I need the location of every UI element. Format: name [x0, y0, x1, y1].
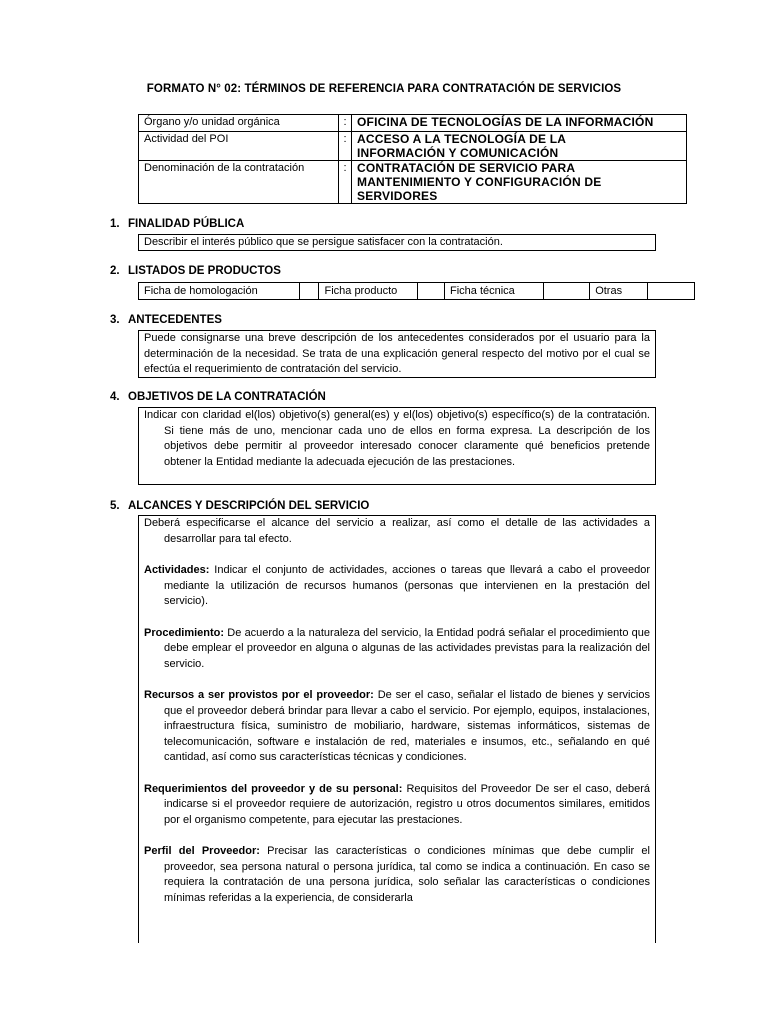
alcances-box [138, 515, 656, 943]
section-number: 1. [110, 218, 120, 230]
header-label: Actividad del POI [139, 132, 339, 161]
finalidad-box [138, 234, 656, 251]
section-heading-productos [110, 265, 281, 277]
products-table [138, 282, 695, 300]
section-title: FINALIDAD PÚBLICA [128, 218, 245, 230]
section-number: 4. [110, 391, 120, 403]
item-label: Procedimiento: [144, 626, 225, 639]
product-check-box [543, 283, 590, 300]
section-number: 2. [110, 265, 120, 277]
antecedentes-text: Puede consignarse una breve descripción de los antecedentes considerados por el usuario para la determinación de la necesidad. Se trata de una explicación general respecto del motivo por el cual se efectúa el requerimiento de contratación del servicio. [144, 332, 650, 375]
section-heading-antecedentes [110, 314, 222, 326]
header-colon: : [339, 161, 352, 204]
header-row-organo [139, 115, 687, 132]
item-text: De ser el caso, señalar el listado de bienes y servicios que el proveedor deberá brindar para llevar a cabo el servicio. Por ejemplo, equipos, instalaciones, infraestructura física, suministro de mobiliario, hardware, sistemas informáticos, sistemas de telecomunicación, software e instalación de red, materiales e insumos, etc., señalando en qué cantidad, así como sus características técnicas y condiciones. [164, 689, 650, 763]
finalidad-text: Describir el interés público que se persigue satisfacer con la contratación. [144, 236, 503, 248]
product-ficha-producto: Ficha producto [319, 283, 418, 300]
product-check-box [418, 283, 445, 300]
section-title: OBJETIVOS DE LA CONTRATACIÓN [128, 391, 326, 403]
header-row-actividad [139, 132, 687, 161]
item-text: Requisitos del Proveedor De ser el caso, deberá indicarse si el proveedor requiere de autorización, registro u otros documentos similares, emitidos por el organismo competente, para ejecutar las prestaciones. [164, 782, 650, 826]
antecedentes-box [138, 330, 656, 378]
header-row-denominacion [139, 161, 687, 204]
section-title: ANTECEDENTES [128, 314, 222, 326]
product-ficha-homologacion: Ficha de homologación [139, 283, 300, 300]
product-check-box [648, 283, 695, 300]
section-heading-objetivos [110, 391, 326, 403]
item-label: Actividades: [144, 564, 210, 576]
section-title: ALCANCES Y DESCRIPCIÓN DEL SERVICIO [128, 500, 370, 512]
document-title: FORMATO N° 02: TÉRMINOS DE REFERENCIA PARA CONTRATACIÓN DE SERVICIOS [146, 83, 622, 95]
header-label: Denominación de la contratación [139, 161, 339, 204]
header-value: CONTRATACIÓN DE SERVICIO PARA MANTENIMIENTO Y CONFIGURACIÓN DE SERVIDORES [352, 161, 687, 204]
alcances-perfil [144, 844, 650, 906]
item-label: Perfil del Proveedor: [144, 845, 260, 857]
alcances-intro: Deberá especificarse el alcance del servicio a realizar, así como el detalle de las actividades a desarrollar para tal efecto. [144, 517, 650, 545]
item-label: Requerimientos del proveedor y de su personal: [144, 782, 403, 795]
header-table [138, 114, 687, 204]
item-text: Indicar el conjunto de actividades, acciones o tareas que llevará a cabo el proveedor mediante la utilización de recursos humanos (personas que intervienen en la prestación del servicio). [164, 564, 650, 607]
section-title: LISTADOS DE PRODUCTOS [128, 265, 281, 277]
section-number: 5. [110, 500, 120, 512]
product-check-box [299, 283, 319, 300]
alcances-recursos [144, 688, 650, 766]
products-row [139, 283, 695, 300]
item-text: Precisar las características o condiciones mínimas que debe cumplir el proveedor, sea persona natural o persona jurídica, tal como se indica a continuación. En caso se requiera la contratación de una persona jurídica, solo señalar las características o condiciones mínimas referidas a la experiencia, de considerarla [164, 845, 650, 904]
header-colon: : [339, 132, 352, 161]
header-label: Órgano y/o unidad orgánica [139, 115, 339, 132]
objetivos-box [138, 407, 656, 485]
alcances-requerimientos [144, 782, 650, 829]
item-label: Recursos a ser provistos por el proveedor: [144, 689, 374, 701]
product-otras: Otras [590, 283, 648, 300]
section-number: 3. [110, 314, 120, 326]
objetivos-text: Indicar con claridad el(los) objetivo(s) general(es) y el(los) objetivo(s) específico(s) de la contratación. Si tiene más de uno, mencionar cada uno de ellos en forma expresa. La descripción de los objetivos debe permitir al proveedor interesado conocer claramente qué beneficios pretende obtener la Entidad mediante la adecuada ejecución de las prestaciones. [144, 409, 650, 468]
alcances-procedimiento [144, 626, 650, 673]
header-value: OFICINA DE TECNOLOGÍAS DE LA INFORMACIÓN [352, 115, 687, 132]
product-ficha-tecnica: Ficha técnica [444, 283, 543, 300]
header-colon: : [339, 115, 352, 132]
section-heading-alcances [110, 500, 369, 512]
header-value: ACCESO A LA TECNOLOGÍA DE LA INFORMACIÓN Y COMUNICACIÓN [352, 132, 687, 161]
item-text: De acuerdo a la naturaleza del servicio, la Entidad podrá señalar el procedimiento que debe emplear el proveedor en alguna o algunas de las actividades previstas para la realización del servicio. [164, 626, 651, 670]
alcances-actividades [144, 563, 650, 610]
section-heading-finalidad [110, 218, 244, 230]
